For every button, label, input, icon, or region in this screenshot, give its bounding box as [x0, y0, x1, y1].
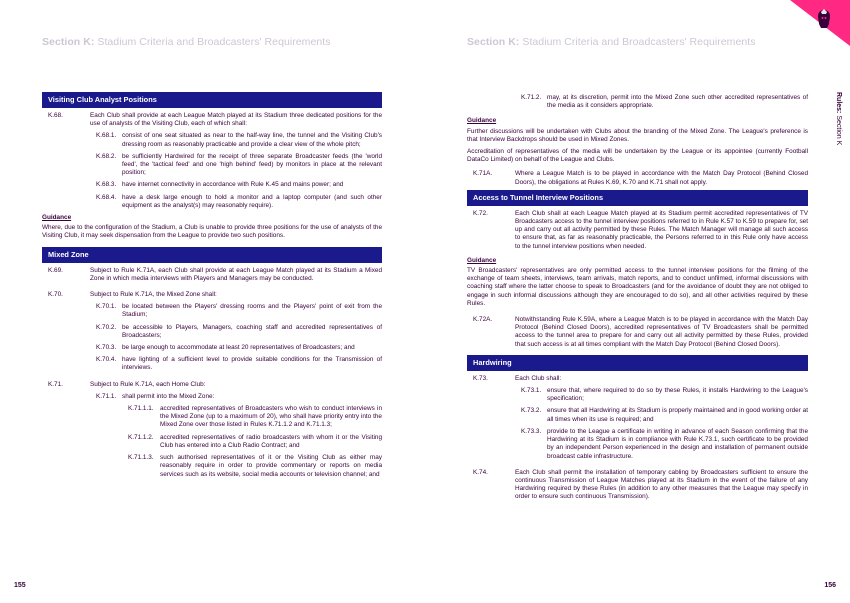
rule-k68: K.68. Each Club shall provide at each League Match played at its Stadium three dedicated positions for the use of analysts of the Visiting Club, each of which shall: K.68.1. consist of one seat situated as near to the half-way line, the tunnel and the Visiting Club's dressing room as reasonably practicable and provide a clear view of the whole pitch; K.68.2. be sufficiently Hardwired for the receipt of three separate Broadcaster feeds (the 'world feed', the 'tactical feed' and one 'high behind' feed) by monitors in place at the relevant position; K.68.3. have internet connectivity in accordance with Rule K.45 and mains power; and K.68.4. have a desk large enough to hold a monitor and a laptop computer (and such other equipment as the analyst(s) may reasonably require). [48, 112, 382, 209]
rule-k712: K.71.2. may, at its discretion, permit into the Mixed Zone such other accredited representatives of the media as it considers appropriate. [521, 94, 808, 110]
rule-k70: K.70. Subject to Rule K.71A, the Mixed Zone shall: K.70.1. be located between the Players' dressing rooms and the Players' point of exit from the Stadium; K.70.2. be accessible to Players, Managers, coaching staff and accredited representatives of Broadcasters; K.70.3. be large enough to accommodate at least 20 representatives of Broadcasters; and K.70.4. have lighting of a sufficient level to provide suitable conditions for the Transmission of interviews. [48, 291, 382, 372]
page-number-right: 156 [824, 582, 836, 589]
guidance-heading: Guidance [42, 214, 72, 222]
page-number-left: 155 [14, 582, 26, 589]
heading-tunnel-interview: Access to Tunnel Interview Positions [467, 190, 808, 206]
rule-k71: K.71. Subject to Rule K.71A, each Home Club: K.71.1. shall permit into the Mixed Zone: K.71.1.1. accredited representatives of Broadcasters who wish to conduct interviews in the Mixed Zone (up to a maximum of 20), who shall have priority entry into the Mixed Zone over those listed in Rules K.71.1.2 and K.71.1.3; K.71.1.2. accredited representatives of radio broadcasters with whom it or the Visiting Club has entered into a Club Radio Contract; and K.71.1.3. such authorised representatives of it or the Visiting Club as either may reasonably require in order to provide commentary or reports on media services such as its website, social media accounts or television channel; and [48, 380, 382, 478]
guidance-heading: Guidance [467, 117, 497, 125]
right-page [425, 0, 850, 603]
guidance-heading: Guidance [467, 256, 497, 264]
rule-k72: K.72. Each Club shall at each League Match played at its Stadium permit accredited representatives of TV Broadcasters access to the tunnel interview positions referred to in Rule K.57 to K.59 to prepare for, set up and carry out all activity permitted by these Rules. The Match Manager will manage all such access to ensure that, as far as reasonably practicable, the Persons referred to in this Rule only have access to the tunnel interview positions when needed. [473, 209, 808, 250]
guidance-text: Where, due to the configuration of the Stadium, a Club is unable to provide three positions for the use of analysts of the Visiting Club, it may seek dispensation from the League to provide two such positions. [42, 224, 382, 240]
rule-k71a: K.71A. Where a League Match is to be played in accordance with the Match Day Protocol (Behind Closed Doors), the obligations at Rules K.69, K.70 and K.71 shall not apply. [473, 170, 808, 186]
left-section-title: Section K: Stadium Criteria and Broadcasters' Requirements [42, 36, 331, 48]
side-tab-label: Rules: Section K [835, 92, 842, 146]
left-content [42, 92, 382, 479]
rule-k73: K.73. Each Club shall: K.73.1. ensure that, where required to do so by these Rules, it installs Hardwiring to the League's specification; K.73.2. ensure that all Hardwiring at its Stadium is properly maintained and in good working order at all times when its use is required; and K.73.3. provide to the League a certificate in writing in advance of each Season confirming that the Hardwiring at its Stadium is in compliance with Rule K.73.1, such certificate to be provided by an independent Person experienced in the design and installation of permanent outside broadcast cable infrastructure. [473, 374, 808, 460]
corner-decoration [790, 0, 850, 46]
rule-k72a: K.72A. Notwithstanding Rule K.59A, where a League Match is to be played in accordance with the Match Day Protocol (Behind Closed Doors), accredited representatives of TV Broadcasters shall be permitted access to the tunnel area to prepare for and carry out all activity permitted by these Rules, provided that such access is at all times compliant with the Match Day Protocol (Behind Closed Doors). [473, 316, 808, 348]
heading-hardwiring: Hardwiring [467, 355, 808, 371]
right-section-title: Section K: Stadium Criteria and Broadcasters' Requirements [467, 36, 756, 48]
guidance-text: Further discussions will be undertaken with Clubs about the branding of the Mixed Zone. The League's preference is that Interview Backdrops should be used in Mixed Zones. [467, 127, 808, 143]
guidance-text: TV Broadcasters' representatives are only permitted access to the tunnel interview positions for the filming of the exchange of team sheets, interviews, team arrivals, match reports, and to conduct unfilmed, informal discussions with coaching staff where the latter choose to speak to Broadcasters (and for the avoidance of doubt they are not obliged to engage in such informal discussions although they are encouraged to do so), and all other activities required by these Rules. [467, 267, 808, 307]
heading-mixed-zone: Mixed Zone [42, 247, 382, 263]
right-content [467, 94, 808, 502]
premier-league-lion-icon [816, 9, 832, 29]
rule-k74: K.74. Each Club shall permit the installation of temporary cabling by Broadcasters sufficient to ensure the continuous Transmission of League Matches played at its Stadium in the event of the failure of any Hardwiring required by these Rules (in addition to any other measures that the League may specify in order to ensure such continuous Transmission). [473, 468, 808, 501]
heading-visiting-club-analyst: Visiting Club Analyst Positions [42, 92, 382, 108]
guidance-text: Accreditation of representatives of the media will be undertaken by the League or its appointee (currently Football DataCo Limited) on behalf of the League and Clubs. [467, 148, 808, 164]
rule-k69: K.69. Subject to Rule K.71A, each Club shall provide at each League Match played at its Stadium a Mixed Zone in which media interviews with Players and Managers may be conducted. [48, 266, 382, 282]
